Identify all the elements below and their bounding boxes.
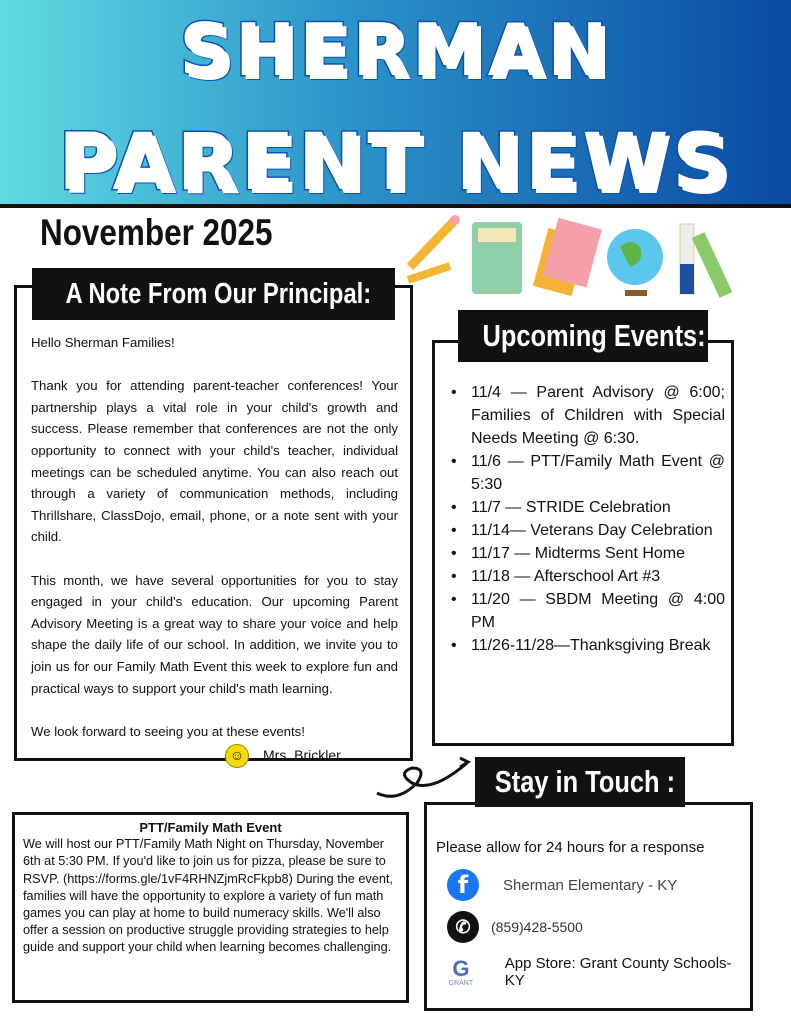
upcoming-events-heading: Upcoming Events: — [458, 310, 708, 362]
event-item: • 11/4 — Parent Advisory @ 6:00; Families of Children with Special Needs Meeting @ 6:30. — [445, 381, 725, 450]
globe-icon — [607, 229, 663, 296]
grant-county-logo: G GRANT — [448, 955, 474, 987]
principal-paragraph: We look forward to seeing you at these events! — [31, 723, 305, 739]
smiley-icon: ☺ — [225, 744, 249, 768]
masthead-title-line2: PARENT NEWS — [58, 118, 733, 208]
facebook-page-link[interactable]: Sherman Elementary - KY — [503, 876, 678, 894]
principal-note-heading: A Note From Our Principal: — [32, 268, 395, 320]
principal-paragraph: This month, we have several opportunities for you to stay engaged in your child's education. Our upcoming Parent Advisory Meeting is a great way to share your voice and help shape the daily life of our school. In addition, we invite you to join us for our Family Math Event this week to explore fun and practical ways to support your child's math learning. — [31, 572, 398, 696]
principal-note-box — [14, 285, 413, 764]
principal-greeting: Hello Sherman Families! — [31, 335, 175, 350]
phone-number[interactable]: (859)428-5500 — [491, 919, 583, 935]
phone-icon[interactable]: ✆ — [447, 911, 479, 943]
facebook-icon[interactable]: f — [447, 869, 479, 901]
event-item: • 11/14— Veterans Day Celebration — [445, 519, 725, 542]
pencil-icon — [410, 215, 460, 267]
event-item: • 11/17 — Midterms Sent Home — [445, 542, 725, 565]
response-note: Please allow for 24 hours for a response — [436, 839, 705, 856]
notebook-icon — [533, 218, 602, 296]
family-math-event-body: We will host our PTT/Family Math Night on Thursday, November 6th at 5:30 PM. If you'd like to join us for pizza, please be sure to RSVP. (https://forms.gle/1vF4RHNZjmRcFkpb8) During the event, families will have the opportunity to explore a variety of fun math games you can play at home to build numeracy skills. We'll also offer a session on productive struggle providing strategies to help guide and support your child when learning becomes challenging. — [23, 837, 393, 955]
masthead — [0, 0, 791, 208]
event-item: • 11/18 — Afterschool Art #3 — [445, 565, 725, 588]
event-item: • 11/26-11/28—Thanksgiving Break — [445, 634, 725, 657]
school-supplies-illustration — [400, 212, 780, 312]
stay-in-touch-box — [424, 802, 753, 1011]
calculator-icon — [472, 222, 522, 294]
family-math-event-box — [12, 812, 409, 1003]
test-tube-icon — [680, 224, 732, 298]
issue-date: November 2025 — [40, 212, 273, 253]
swirl-arrow-icon — [372, 748, 472, 804]
principal-paragraph: Thank you for attending parent-teacher conferences! Your partnership plays a vital role in your child's growth and success. Please remember that conferences are not the only opportunity to connect with your child's teacher, individual meetings can be scheduled anytime. You can also reach out through a variety of communication methods, including Thrillshare, ClassDojo, email, phone, or a note sent with your child. — [31, 378, 398, 545]
event-item: • 11/7 — STRIDE Celebration — [445, 496, 725, 519]
upcoming-events-box — [432, 340, 734, 746]
event-item: • 11/20 — SBDM Meeting @ 4:00 PM — [445, 588, 725, 634]
event-item: • 11/6 — PTT/Family Math Event @ 5:30 — [445, 450, 725, 496]
principal-signature: Mrs. Brickler — [263, 747, 341, 764]
masthead-title-line1: SHERMAN — [179, 8, 612, 92]
stay-in-touch-heading: Stay in Touch : — [475, 757, 685, 807]
app-store-info: App Store: Grant County Schools-KY — [504, 955, 732, 989]
family-math-event-title: PTT/Family Math Event — [139, 820, 282, 835]
